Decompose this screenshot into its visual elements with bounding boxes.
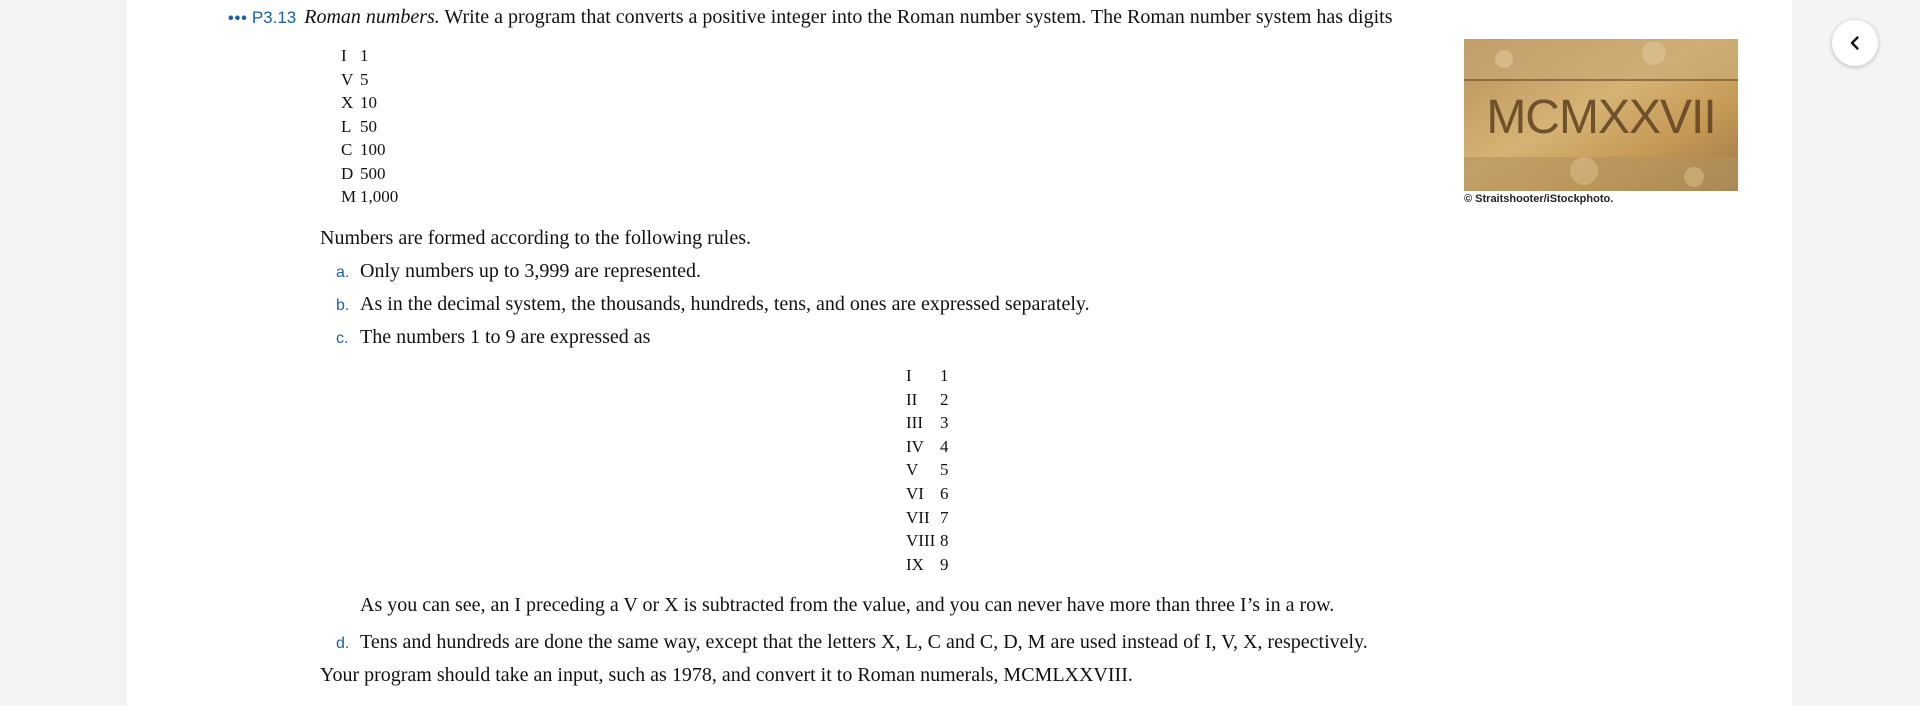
stone-inscription-photo [1464,39,1738,205]
digit-symbol: M [341,187,357,206]
ones-symbol: VIII [906,531,936,551]
rules-intro: Numbers are formed according to the following rules. [320,227,751,249]
digit-symbol: V [341,69,354,89]
ones-row [906,553,949,577]
ones-row [906,529,949,553]
problem-header [228,4,1393,32]
ones-value: 7 [940,507,949,527]
problem-intro: Write a program that converts a positive integer into the Roman number system. The Roman number system has digits [439,6,1393,28]
roman-digits-list [341,44,398,209]
digit-row [341,68,398,92]
digit-symbol: X [341,93,354,112]
digit-value: 1 [360,46,369,65]
rule-text: The numbers 1 to 9 are expressed as [360,326,651,348]
rule-item [336,629,1368,657]
ones-row [906,364,949,388]
digit-symbol: L [341,116,352,136]
back-button[interactable] [1832,20,1878,66]
ones-value: 5 [940,460,949,480]
rule-label: d. [336,635,350,652]
digit-symbol: I [341,46,347,65]
ones-value: 4 [940,436,949,456]
rule-text: As in the decimal system, the thousands, hundreds, tens, and ones are expressed separately. [360,293,1090,315]
ones-symbol: II [906,389,918,409]
ones-row [906,506,949,530]
conclusion-text: Your program should take an input, such as 1978, and convert it to Roman numerals, MCMLXXVIII. [320,664,1133,686]
inscription-image [1464,39,1738,191]
problem-title: Roman numbers. [304,6,440,28]
subtraction-note: As you can see, an I preceding a V or X is subtracted from the value, and you can never have more than three I’s in a row. [360,594,1335,616]
ones-value: 9 [940,554,949,574]
rule-label: a. [336,264,350,281]
ones-symbol: VII [906,507,930,527]
digit-value: 5 [360,69,369,89]
chevron-left-icon [1847,35,1863,51]
inscription-text: MCMXXVII [1486,91,1716,144]
digit-row [341,185,398,209]
ones-symbol: VI [906,483,924,503]
digit-symbol: D [341,163,354,183]
digit-value: 100 [360,140,386,159]
ones-value: 1 [940,366,949,385]
rule-item [336,324,650,352]
digit-value: 10 [360,93,377,112]
ones-table [906,364,949,576]
digit-row [341,138,398,162]
digit-row [341,162,398,186]
ones-symbol: V [906,460,919,480]
digit-value: 50 [360,116,377,136]
ones-value: 8 [940,531,949,551]
digit-row [341,91,398,115]
digit-value: 1,000 [360,187,399,206]
rule-item [336,291,1090,319]
ones-value: 3 [940,413,949,433]
ones-value: 2 [940,389,949,409]
rule-text: Only numbers up to 3,999 are represented. [360,260,702,282]
ones-value: 6 [940,483,949,503]
digit-symbol: C [341,140,353,159]
ones-symbol: IX [906,554,924,574]
ones-row [906,458,949,482]
digit-row [341,115,398,139]
ones-symbol: IV [906,436,924,456]
rule-label: c. [336,330,349,347]
digit-value: 500 [360,163,386,183]
ones-row [906,388,949,412]
ones-row [906,411,949,435]
problem-number: P3.13 [251,8,297,27]
ones-row [906,435,949,459]
rule-text: Tens and hundreds are done the same way, except that the letters X, L, C and C, D, M are used instead of I, V, X, respectively. [360,631,1368,653]
ones-symbol: I [906,366,912,385]
rule-item [336,258,701,286]
ones-row [906,482,949,506]
rule-label: b. [336,297,350,314]
digit-row [341,44,398,68]
ones-symbol: III [906,413,923,433]
difficulty-dots: ••• [228,10,248,27]
photo-credit: © Straitshooter/iStockphoto. [1464,193,1614,205]
